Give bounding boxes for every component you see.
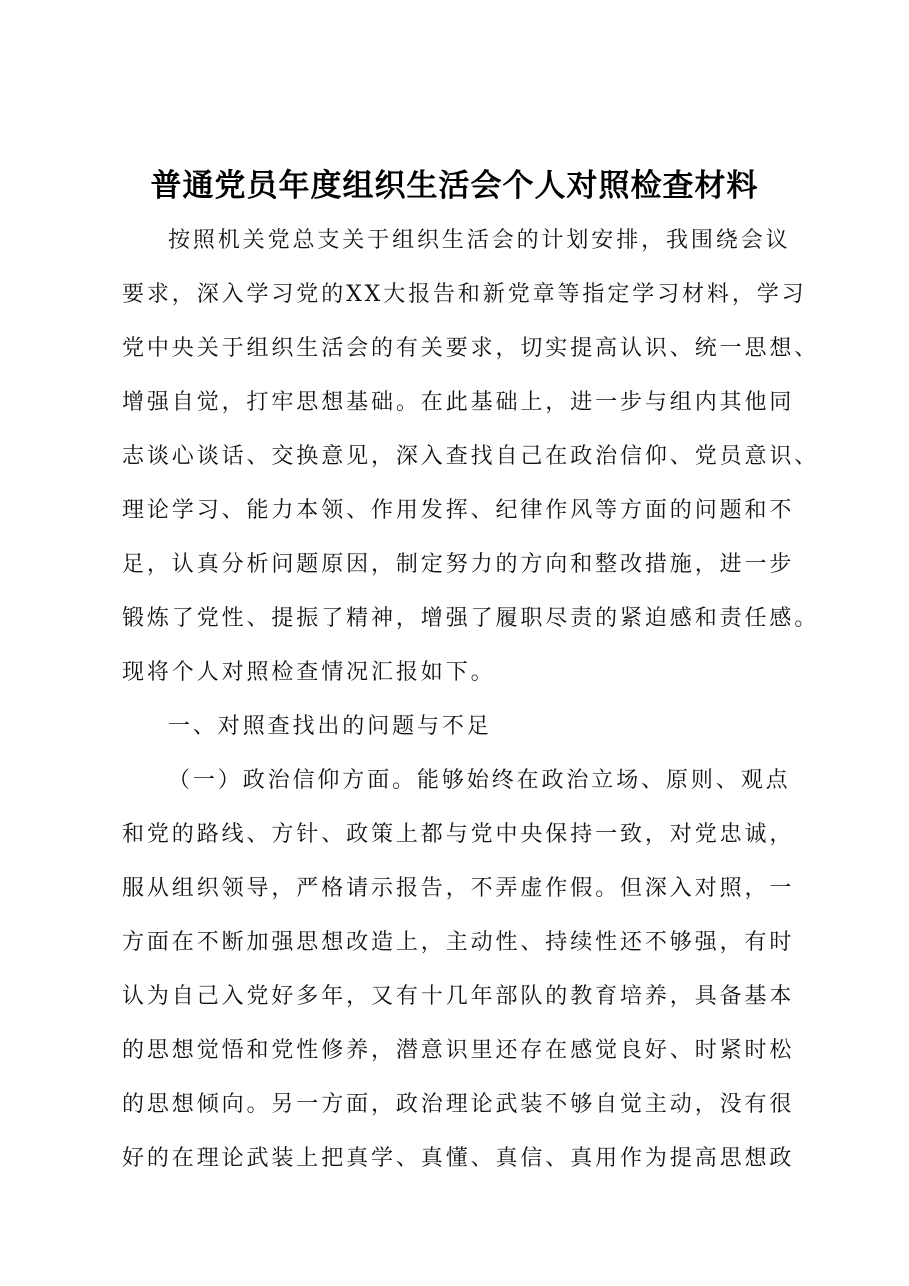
paragraph-line: 按照机关党总支关于组织生活会的计划安排，我围绕会议 — [168, 228, 791, 253]
paragraph-line: （一）政治信仰方面。能够始终在政治立场、原则、观点 — [168, 768, 791, 793]
section-heading: 一、对照查找出的问题与不足 — [168, 714, 492, 739]
paragraph-line: 增强自觉，打牢思想基础。在此基础上，进一步与组内其他同 — [122, 390, 795, 415]
paragraph-line: 要求，深入学习党的XX大报告和新党章等指定学习材料，学习 — [122, 282, 807, 307]
paragraph-line: 的思想倾向。另一方面，政治理论武装不够自觉主动，没有很 — [122, 1092, 795, 1117]
paragraph-line: 锻炼了党性、提振了精神，增强了履职尽责的紧迫感和责任感。 — [122, 606, 820, 631]
paragraph-line: 党中央关于组织生活会的有关要求，切实提高认识、统一思想、 — [122, 336, 820, 361]
paragraph-line: 足，认真分析问题原因，制定努力的方向和整改措施，进一步 — [122, 552, 795, 577]
paragraph-line: 和党的路线、方针、政策上都与党中央保持一致，对党忠诚， — [122, 822, 795, 847]
document-title: 普通党员年度组织生活会个人对照检查材料 — [150, 168, 759, 204]
paragraph-line: 志谈心谈话、交换意见，深入查找自己在政治信仰、党员意识、 — [122, 444, 820, 469]
paragraph-line: 服从组织领导，严格请示报告，不弄虚作假。但深入对照，一 — [122, 876, 795, 901]
paragraph-line: 的思想觉悟和党性修养，潜意识里还存在感觉良好、时紧时松 — [122, 1038, 795, 1063]
paragraph-line: 现将个人对照检查情况汇报如下。 — [122, 660, 496, 685]
paragraph-line: 认为自己入党好多年，又有十几年部队的教育培养，具备基本 — [122, 984, 795, 1009]
paragraph-line: 方面在不断加强思想改造上，主动性、持续性还不够强，有时 — [122, 930, 795, 955]
paragraph-line: 理论学习、能力本领、作用发挥、纪律作风等方面的问题和不 — [122, 498, 795, 523]
paragraph-line: 好的在理论武装上把真学、真懂、真信、真用作为提高思想政 — [122, 1146, 795, 1171]
